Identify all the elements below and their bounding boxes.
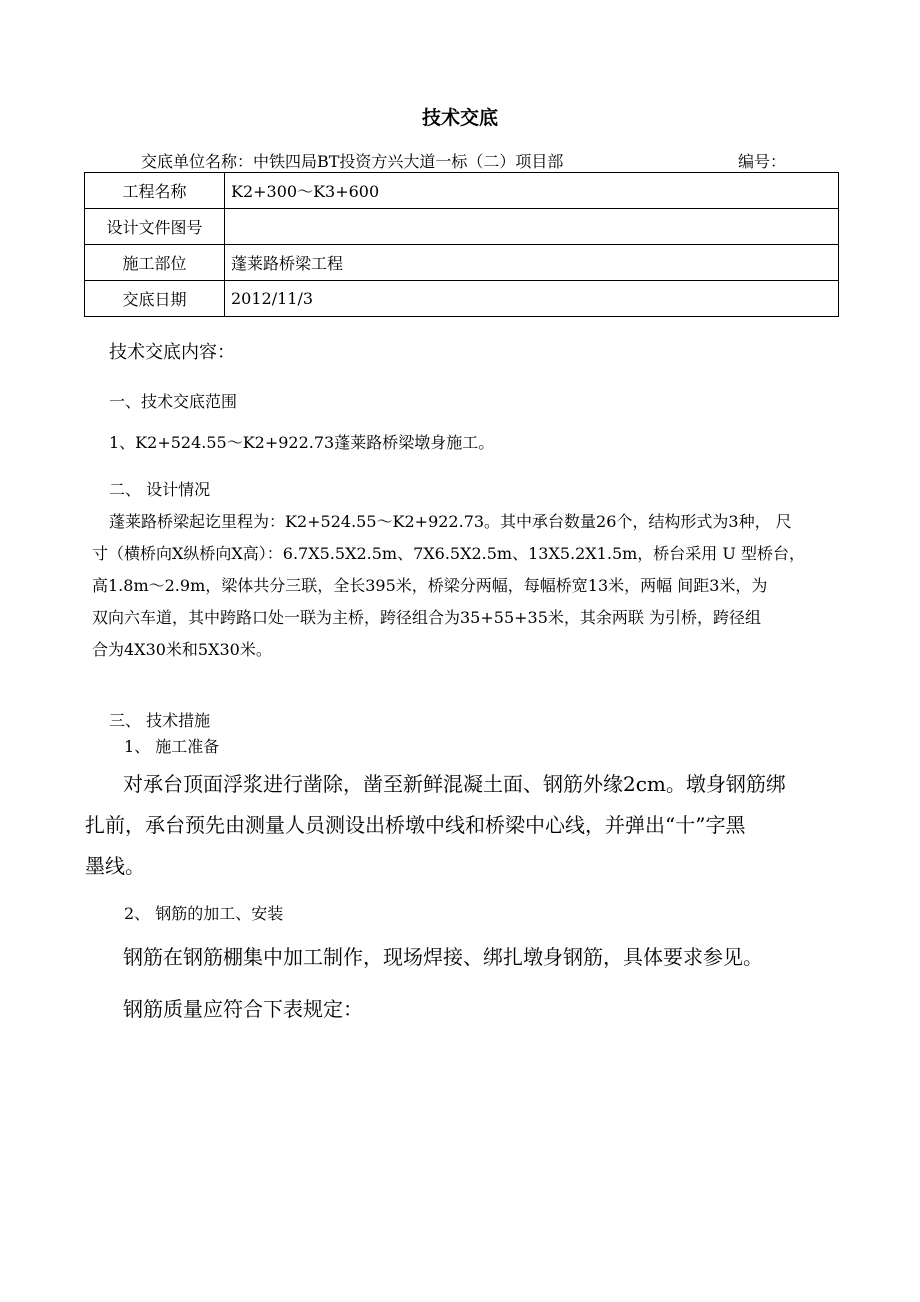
design-doc-label: 设计文件图号 [85, 209, 225, 245]
table-row [85, 245, 839, 281]
project-name-value: K2+300～K3+600 [225, 173, 839, 209]
content-heading: 技术交底内容： [109, 342, 235, 363]
section1-item: 1、K2+524.55～K2+922.73蓬莱路桥梁墩身施工。 [109, 433, 495, 452]
project-info-table [84, 172, 839, 317]
prep-line: 扎前，承台预先由测量人员测设出桥墩中线和桥梁中心线，并弹出“十”字黑 [85, 813, 746, 837]
construction-part-label: 施工部位 [85, 245, 225, 281]
handover-date-label: 交底日期 [85, 281, 225, 317]
rebar-quality-paragraph: 钢筋质量应符合下表规定： [123, 997, 363, 1021]
section3-title: 三、 技术措施 [109, 711, 211, 730]
design-doc-value [225, 209, 839, 245]
design-line: 蓬莱路桥梁起讫里程为：K2+524.55～K2+922.73。其中承台数量26个，结构形式为3种， 尺 [109, 512, 792, 531]
design-line: 高1.8m～2.9m，梁体共分三联，全长395米，桥梁分两幅，每幅桥宽13米，两幅 间距3米，为 [92, 576, 768, 595]
unit-name-label: 交底单位名称：中铁四局BT投资方兴大道一标（二）项目部 [141, 152, 564, 171]
serial-number-label: 编号： [738, 152, 787, 171]
project-name-label: 工程名称 [85, 173, 225, 209]
prep-line: 墨线。 [85, 854, 145, 878]
design-line: 寸（横桥向X纵桥向X高）：6.7X5.5X2.5m、7X6.5X2.5m、13X5.2X1.5m，桥台采用 U 型桥台， [92, 544, 805, 563]
handover-date-value: 2012/11/3 [225, 281, 839, 317]
table-row [85, 209, 839, 245]
rebar-paragraph: 钢筋在钢筋棚集中加工制作，现场焊接、绑扎墩身钢筋，具体要求参见。 [123, 945, 763, 969]
prep-subtitle: 1、 施工准备 [124, 737, 220, 756]
table-row [85, 173, 839, 209]
design-line: 合为4X30米和5X30米。 [92, 640, 272, 659]
rebar-subtitle: 2、 钢筋的加工、安装 [124, 904, 284, 923]
document-title: 技术交底 [421, 107, 498, 129]
design-line: 双向六车道，其中跨路口处一联为主桥，跨径组合为35+55+35米，其余两联 为引桥，跨径组 [92, 608, 761, 627]
prep-line: 对承台顶面浮浆进行凿除，凿至新鲜混凝土面、钢筋外缘2cm。墩身钢筋绑 [123, 772, 786, 796]
construction-part-value: 蓬莱路桥梁工程 [225, 245, 839, 281]
section2-title: 二、 设计情况 [109, 480, 211, 499]
table-row [85, 281, 839, 317]
section1-title: 一、技术交底范围 [109, 392, 238, 411]
